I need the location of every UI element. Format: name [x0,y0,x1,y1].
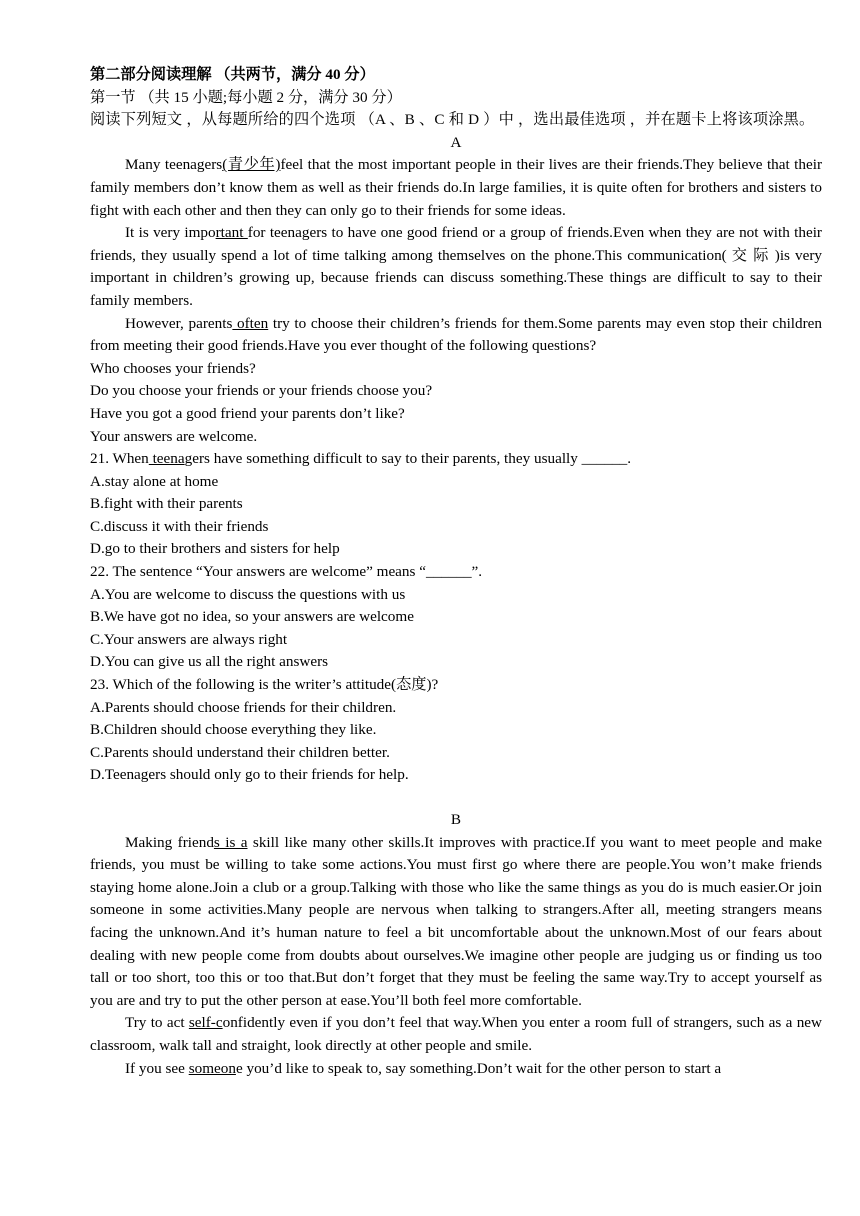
question-line: Have you got a good friend your parents don’t like? [90,404,405,422]
option-c: C.Your answers are always right [90,630,288,648]
question-stem: 22. The sentence “Your answers are welcome” means “______”. [90,563,483,581]
option-c: C.Parents should understand their children better. [90,743,390,761]
passage-a-paragraph-3: However, parents often try to choose their children’s friends for them.Some parents may even stop their children from meeting their good friends.Have you ever thought of the following questions? [90,314,822,355]
option-a: A.Parents should choose friends for their children. [90,698,397,716]
passage-a-paragraph-1: Many teenagers(青少年)feel that the most important people in their lives are their friends.They believe that their family members don’t know them as well as their friends do.In large families, it is quite often for brothers and sisters to fight with each other and then they can only go to their friends for some ideas. [90,156,822,219]
question-22 [90,561,822,674]
gloss-note: (青少年) [222,156,281,174]
passage-a-label: A [450,133,462,151]
option-d: D.go to their brothers and sisters for help [90,540,340,558]
option-d: D.You can give us all the right answers [90,653,329,671]
question-21 [90,448,822,561]
question-stem: 23. Which of the following is the writer’s attitude(态度)? [90,676,439,694]
option-b: B.We have got no idea, so your answers are welcome [90,608,414,626]
question-23 [90,674,822,787]
option-c: C.discuss it with their friends [90,517,269,535]
question-stem: 21. When teenagers have something difficult to say to their parents, they usually ______. [90,450,632,468]
spacer [90,787,822,809]
passage-b-paragraph-3: If you see someone you’d like to speak to, say something.Don’t wait for the other person to start a [125,1059,722,1077]
option-d: D.Teenagers should only go to their friends for help. [90,766,409,784]
option-b: B.Children should choose everything they like. [90,721,377,739]
question-line: Who chooses your friends? [90,359,256,377]
exam-page [90,64,822,1080]
passage-a-paragraph-2: It is very important for teenagers to have one good friend or a group of friends.Even when they are not with their friends, they usually spend a lot of time talking among themselves on the phone.This communication( 交 际 )is very important in children’s growing up, because friends can discuss something.These things are difficult to say to their family members. [90,224,822,309]
section-title: 第一节 （共 15 小题;每小题 2 分，满分 30 分） [90,88,402,106]
option-b: B.fight with their parents [90,495,243,513]
option-a: A.stay alone at home [90,472,219,490]
option-a: A.You are welcome to discuss the questions with us [90,585,406,603]
passage-b-paragraph-1: Making friends is a skill like many other skills.It improves with practice.If you want to meet people and make friends, you must be willing to take some actions.You must first go where there are people.You won’t make friends staying home alone.Join a club or a group.Talking with those who like the same things as you do is much easier.Or join someone in some activities.Many people are nervous when talking to strangers.After all, meeting strangers means facing the unknown.And it’s human nature to feel a bit uncomfortable about the unknown.Most of our fears about dealing with new people come from doubts about ourselves.We imagine other people are judging us or finding us too tall or too short, too this or too that.But don’t forget that they must be feeling the same way.Try to accept yourself as you are and try to put the other person at ease.You’ll both feel more comfortable. [90,833,823,1009]
question-line: Your answers are welcome. [90,427,258,445]
passage-b-label: B [450,811,462,828]
instructions: 阅读下列短文 ，从每题所给的四个选项 （A 、B 、C 和 D ）中 ，选出最佳选项 ，并在题卡上将该项涂黑。 [90,111,815,129]
part-title: 第二部分阅读理解 （共两节，满分 40 分） [90,66,375,83]
passage-b-paragraph-2: Try to act self-confidently even if you don’t feel that way.When you enter a room full of strangers, such as a new classroom, walk tall and straight, look directly at other people and smile. [90,1014,822,1054]
question-line: Do you choose your friends or your friends choose you? [90,382,433,400]
